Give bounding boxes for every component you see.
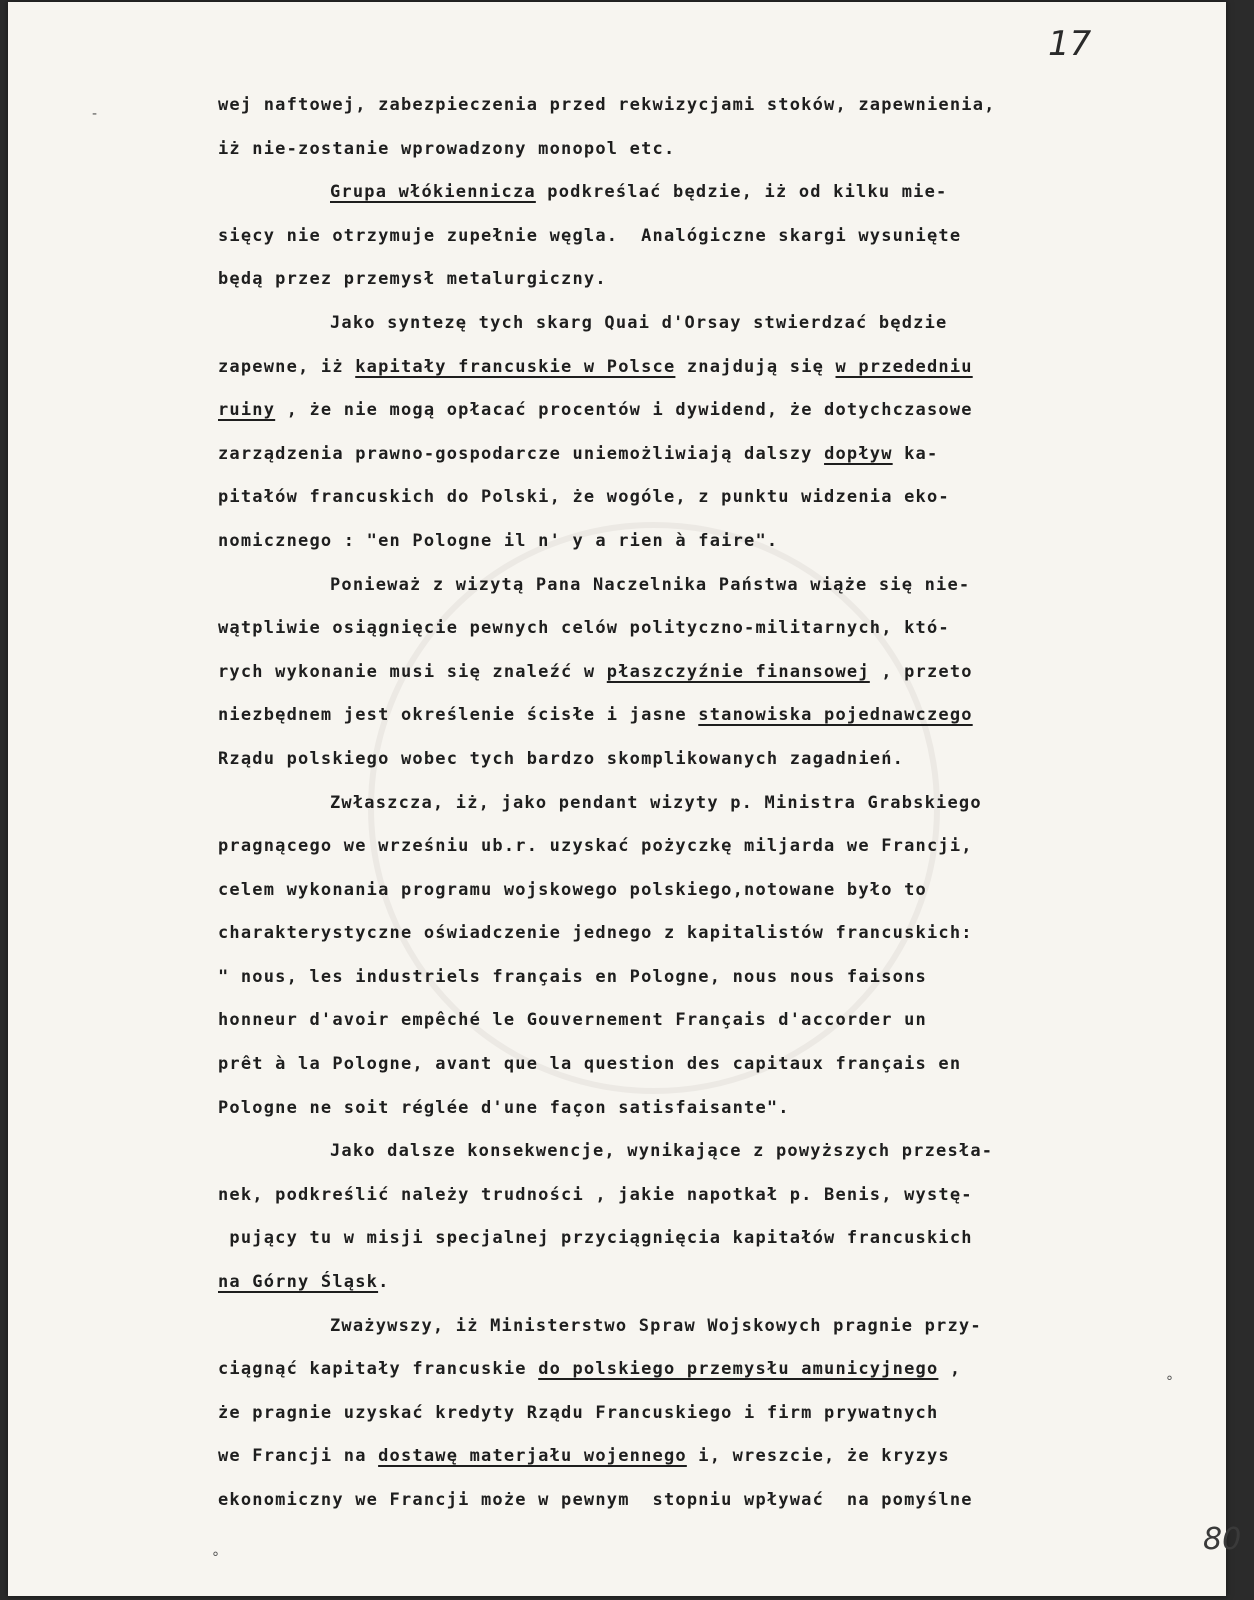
- underlined-phrase: ruiny: [218, 400, 276, 421]
- text-segment: nek, podkreślić należy trudności , jakie napotkał p. Benis, wystę-: [218, 1184, 973, 1205]
- text-line: [218, 694, 1138, 738]
- underlined-phrase: stanowiska pojednawczego: [698, 705, 973, 726]
- text-line: [218, 1087, 1138, 1131]
- text-segment: we Francji na: [218, 1446, 379, 1467]
- text-line: [218, 869, 1138, 913]
- text-line: [218, 607, 1138, 651]
- underlined-phrase: na Górny Śląsk: [218, 1272, 379, 1293]
- handwritten-page-number: 17: [1048, 24, 1092, 64]
- text-segment: zapewne, iż: [218, 356, 356, 377]
- text-segment: Pologne ne soit réglée d'une façon satisfaisante".: [218, 1097, 790, 1118]
- text-line: [218, 956, 1138, 1000]
- text-segment: sięcy nie otrzymuje zupełnie węgla. Analógiczne skargi wysunięte: [218, 225, 962, 246]
- margin-mark: -: [92, 106, 98, 122]
- text-segment: ciągnąć kapitały francuskie: [218, 1359, 539, 1380]
- text-line: [218, 1348, 1138, 1392]
- text-segment: że pragnie uzyskać kredyty Rządu Francuskiego i firm prywatnych: [218, 1402, 939, 1423]
- text-line: [218, 1130, 1138, 1174]
- text-line: [218, 999, 1138, 1043]
- text-segment: ka-: [892, 443, 939, 464]
- text-line: [218, 128, 1138, 172]
- underlined-phrase: dopływ: [824, 443, 893, 464]
- text-line: [218, 1305, 1138, 1349]
- underlined-phrase: płaszczyźnie finansowej: [606, 661, 870, 682]
- text-line: [218, 215, 1138, 259]
- text-segment: Rządu polskiego wobec tych bardzo skomplikowanych zagadnień.: [218, 748, 905, 769]
- text-segment: .: [378, 1272, 390, 1293]
- text-segment: wątpliwie osiągnięcie pewnych celów polityczno-militarnych, któ-: [218, 618, 950, 639]
- text-line: [218, 782, 1138, 826]
- text-line: [218, 258, 1138, 302]
- text-segment: , przeto: [869, 661, 973, 682]
- text-line: [218, 912, 1138, 956]
- text-line: [218, 738, 1138, 782]
- text-segment: niezbędnem jest określenie ścisłe i jasne: [218, 705, 699, 726]
- text-line: [218, 825, 1138, 869]
- underlined-phrase: dostawę materjału wojennego: [378, 1446, 687, 1467]
- text-segment: znajdują się: [675, 356, 836, 377]
- text-line: [218, 1043, 1138, 1087]
- text-segment: ekonomiczny we Francji może w pewnym stopniu wpływać na pomyślne: [218, 1490, 973, 1510]
- text-line: [218, 651, 1138, 695]
- text-line: [218, 564, 1138, 608]
- text-segment: Zwłaszcza, iż, jako pendant wizyty p. Ministra Grabskiego: [330, 792, 982, 813]
- text-line: [218, 1479, 1138, 1523]
- text-line: [218, 346, 1138, 390]
- text-segment: honneur d'avoir empêché le Gouvernement Français d'accorder un: [218, 1010, 927, 1031]
- text-segment: rych wykonanie musi się znaleźć w: [218, 661, 607, 682]
- text-segment: , że nie mogą opłacać procentów i dywidend, że dotychczasowe: [275, 400, 973, 421]
- text-segment: pujący tu w misji specjalnej przyciągnięcia kapitałów francuskich: [218, 1228, 973, 1249]
- text-segment: iż nie-zostanie wprowadzony monopol etc.: [218, 138, 676, 159]
- text-segment: nomicznego : "en Pologne il n' y a rien à faire".: [218, 530, 779, 551]
- text-segment: i, wreszcie, że kryzys: [686, 1446, 950, 1467]
- text-line: [218, 1174, 1138, 1218]
- text-line: [218, 84, 1138, 128]
- text-segment: charakterystyczne oświadczenie jednego z kapitalistów francuskich:: [218, 923, 973, 944]
- text-line: [218, 389, 1138, 433]
- text-line: [218, 1435, 1138, 1479]
- text-line: [218, 302, 1138, 346]
- document-page: [8, 2, 1242, 1596]
- text-line: [218, 1392, 1138, 1436]
- text-line: [218, 1261, 1138, 1305]
- text-line: [218, 171, 1138, 215]
- underlined-phrase: w przededniu: [835, 356, 973, 377]
- handwritten-archive-number: 80: [1203, 1522, 1242, 1557]
- underlined-phrase: kapitały francuskie w Polsce: [355, 356, 676, 377]
- text-segment: Zważywszy, iż Ministerstwo Spraw Wojskowych pragnie przy-: [330, 1315, 982, 1336]
- text-line: [218, 433, 1138, 477]
- text-segment: celem wykonania programu wojskowego polskiego,notowane było to: [218, 879, 927, 900]
- text-segment: wej naftowej, zabezpieczenia przed rekwizycjami stoków, zapewnienia,: [218, 95, 996, 115]
- underlined-phrase: do polskiego przemysłu amunicyjnego: [538, 1359, 939, 1380]
- text-segment: pragnącego we wrześniu ub.r. uzyskać pożyczkę miljarda we Francji,: [218, 836, 973, 857]
- text-segment: Ponieważ z wizytą Pana Naczelnika Państwa wiąże się nie-: [330, 574, 971, 595]
- text-line: [218, 520, 1138, 564]
- text-segment: ,: [938, 1359, 962, 1380]
- text-segment: Jako syntezę tych skarg Quai d'Orsay stwierdzać będzie: [330, 312, 948, 333]
- text-segment: pitałów francuskich do Polski, że wogóle, z punktu widzenia eko-: [218, 487, 950, 508]
- text-segment: będą przez przemysł metalurgiczny.: [218, 269, 607, 290]
- typed-body-text: [218, 84, 1138, 1523]
- text-line: [218, 476, 1138, 520]
- margin-mark: °: [212, 1550, 219, 1566]
- margin-mark: °: [1166, 1374, 1173, 1390]
- text-segment: " nous, les industriels français en Pologne, nous nous faisons: [218, 966, 927, 987]
- underlined-phrase: Grupa włókiennicza: [330, 182, 536, 203]
- text-segment: Jako dalsze konsekwencje, wynikające z powyższych przesła-: [330, 1141, 994, 1162]
- text-segment: podkreślać będzie, iż od kilku mie-: [535, 182, 948, 203]
- text-segment: prêt à la Pologne, avant que la question des capitaux français en: [218, 1054, 962, 1075]
- text-segment: zarządzenia prawno-gospodarcze uniemożliwiają dalszy: [218, 443, 825, 464]
- text-line: [218, 1217, 1138, 1261]
